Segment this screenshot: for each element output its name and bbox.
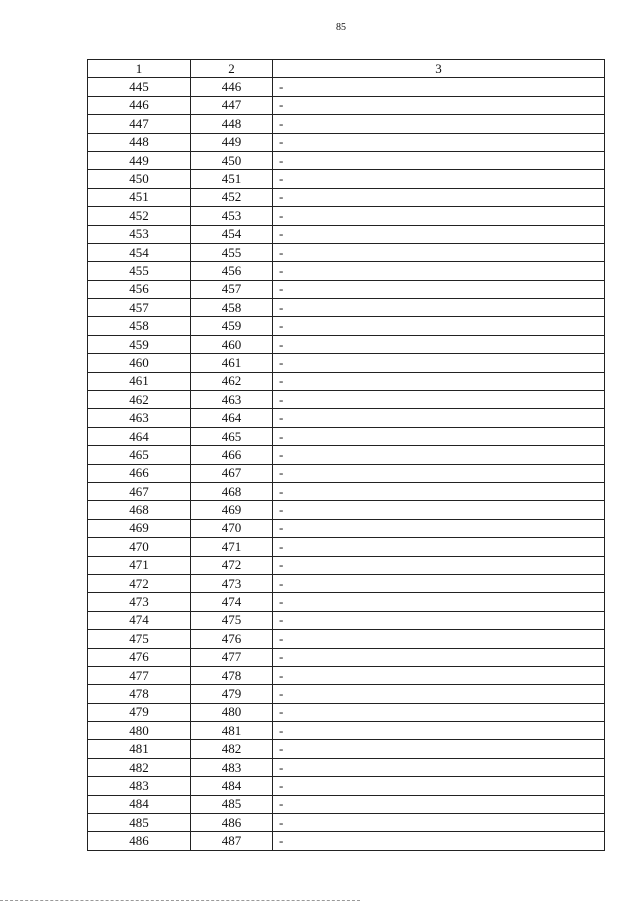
cell-col-1: 461 bbox=[88, 372, 191, 390]
cell-col-1: 464 bbox=[88, 427, 191, 445]
table-row bbox=[88, 170, 605, 188]
cell-col-3: - bbox=[273, 335, 605, 353]
table-row bbox=[88, 317, 605, 335]
cell-col-1: 473 bbox=[88, 593, 191, 611]
cell-col-3: - bbox=[273, 814, 605, 832]
cell-col-1: 471 bbox=[88, 556, 191, 574]
cell-col-1: 482 bbox=[88, 758, 191, 776]
cell-col-3: - bbox=[273, 685, 605, 703]
cell-col-2: 459 bbox=[191, 317, 273, 335]
table-row bbox=[88, 556, 605, 574]
cell-col-3: - bbox=[273, 391, 605, 409]
cell-col-1: 465 bbox=[88, 446, 191, 464]
cell-col-3: - bbox=[273, 280, 605, 298]
cell-col-3: - bbox=[273, 703, 605, 721]
cell-col-2: 449 bbox=[191, 133, 273, 151]
table-row bbox=[88, 354, 605, 372]
cell-col-2: 462 bbox=[191, 372, 273, 390]
cell-col-3: - bbox=[273, 648, 605, 666]
cell-col-1: 474 bbox=[88, 611, 191, 629]
cell-col-3: - bbox=[273, 611, 605, 629]
cell-col-3: - bbox=[273, 501, 605, 519]
cell-col-2: 482 bbox=[191, 740, 273, 758]
cell-col-2: 448 bbox=[191, 115, 273, 133]
cell-col-1: 483 bbox=[88, 777, 191, 795]
cell-col-3: - bbox=[273, 170, 605, 188]
cell-col-2: 468 bbox=[191, 482, 273, 500]
cell-col-3: - bbox=[273, 556, 605, 574]
cell-col-3: - bbox=[273, 574, 605, 592]
cell-col-1: 469 bbox=[88, 519, 191, 537]
cell-col-1: 459 bbox=[88, 335, 191, 353]
cell-col-1: 449 bbox=[88, 151, 191, 169]
column-header-3: 3 bbox=[273, 60, 605, 78]
cell-col-2: 450 bbox=[191, 151, 273, 169]
cell-col-1: 484 bbox=[88, 795, 191, 813]
cell-col-2: 476 bbox=[191, 630, 273, 648]
cell-col-2: 451 bbox=[191, 170, 273, 188]
cell-col-3: - bbox=[273, 538, 605, 556]
table-row bbox=[88, 703, 605, 721]
table-row bbox=[88, 814, 605, 832]
cell-col-1: 462 bbox=[88, 391, 191, 409]
table-header bbox=[88, 60, 605, 78]
table-row bbox=[88, 409, 605, 427]
cell-col-2: 467 bbox=[191, 464, 273, 482]
cell-col-3: - bbox=[273, 317, 605, 335]
table-row bbox=[88, 574, 605, 592]
cell-col-3: - bbox=[273, 354, 605, 372]
cell-col-1: 454 bbox=[88, 243, 191, 261]
cell-col-1: 475 bbox=[88, 630, 191, 648]
cell-col-1: 463 bbox=[88, 409, 191, 427]
cell-col-1: 472 bbox=[88, 574, 191, 592]
table-row bbox=[88, 78, 605, 96]
table-row bbox=[88, 262, 605, 280]
cell-col-3: - bbox=[273, 464, 605, 482]
cell-col-2: 478 bbox=[191, 666, 273, 684]
cell-col-2: 458 bbox=[191, 299, 273, 317]
table-row bbox=[88, 133, 605, 151]
table-row bbox=[88, 280, 605, 298]
cell-col-2: 485 bbox=[191, 795, 273, 813]
cell-col-3: - bbox=[273, 758, 605, 776]
data-table bbox=[87, 59, 605, 851]
table-row bbox=[88, 648, 605, 666]
cell-col-1: 470 bbox=[88, 538, 191, 556]
table-row bbox=[88, 519, 605, 537]
cell-col-2: 460 bbox=[191, 335, 273, 353]
cell-col-3: - bbox=[273, 795, 605, 813]
table-row bbox=[88, 685, 605, 703]
column-header-2: 2 bbox=[191, 60, 273, 78]
cell-col-3: - bbox=[273, 740, 605, 758]
footer-scan-line bbox=[0, 900, 360, 903]
table-row bbox=[88, 501, 605, 519]
cell-col-1: 466 bbox=[88, 464, 191, 482]
cell-col-1: 486 bbox=[88, 832, 191, 850]
cell-col-2: 447 bbox=[191, 96, 273, 114]
table-row bbox=[88, 666, 605, 684]
table-row bbox=[88, 611, 605, 629]
table-row bbox=[88, 446, 605, 464]
table-row bbox=[88, 593, 605, 611]
table-row bbox=[88, 832, 605, 850]
table-row bbox=[88, 225, 605, 243]
cell-col-3: - bbox=[273, 777, 605, 795]
cell-col-1: 456 bbox=[88, 280, 191, 298]
cell-col-3: - bbox=[273, 409, 605, 427]
cell-col-2: 466 bbox=[191, 446, 273, 464]
table-body bbox=[88, 78, 605, 850]
table-row bbox=[88, 740, 605, 758]
cell-col-1: 458 bbox=[88, 317, 191, 335]
cell-col-3: - bbox=[273, 519, 605, 537]
cell-col-2: 479 bbox=[191, 685, 273, 703]
cell-col-2: 453 bbox=[191, 207, 273, 225]
cell-col-2: 483 bbox=[191, 758, 273, 776]
cell-col-1: 477 bbox=[88, 666, 191, 684]
table-row bbox=[88, 115, 605, 133]
header-row bbox=[88, 60, 605, 78]
cell-col-2: 455 bbox=[191, 243, 273, 261]
cell-col-3: - bbox=[273, 151, 605, 169]
cell-col-1: 450 bbox=[88, 170, 191, 188]
cell-col-3: - bbox=[273, 243, 605, 261]
cell-col-3: - bbox=[273, 832, 605, 850]
cell-col-3: - bbox=[273, 262, 605, 280]
cell-col-2: 475 bbox=[191, 611, 273, 629]
cell-col-1: 480 bbox=[88, 722, 191, 740]
table-row bbox=[88, 391, 605, 409]
cell-col-2: 486 bbox=[191, 814, 273, 832]
column-header-1: 1 bbox=[88, 60, 191, 78]
cell-col-3: - bbox=[273, 96, 605, 114]
table-row bbox=[88, 538, 605, 556]
cell-col-1: 457 bbox=[88, 299, 191, 317]
cell-col-1: 455 bbox=[88, 262, 191, 280]
table-row bbox=[88, 207, 605, 225]
table-row bbox=[88, 427, 605, 445]
cell-col-1: 481 bbox=[88, 740, 191, 758]
cell-col-2: 452 bbox=[191, 188, 273, 206]
cell-col-1: 452 bbox=[88, 207, 191, 225]
table-row bbox=[88, 188, 605, 206]
cell-col-2: 471 bbox=[191, 538, 273, 556]
cell-col-2: 457 bbox=[191, 280, 273, 298]
table-row bbox=[88, 630, 605, 648]
cell-col-1: 485 bbox=[88, 814, 191, 832]
cell-col-2: 480 bbox=[191, 703, 273, 721]
cell-col-3: - bbox=[273, 427, 605, 445]
cell-col-3: - bbox=[273, 593, 605, 611]
cell-col-2: 454 bbox=[191, 225, 273, 243]
cell-col-2: 465 bbox=[191, 427, 273, 445]
table-row bbox=[88, 795, 605, 813]
cell-col-1: 467 bbox=[88, 482, 191, 500]
cell-col-1: 479 bbox=[88, 703, 191, 721]
table-row bbox=[88, 464, 605, 482]
cell-col-3: - bbox=[273, 188, 605, 206]
cell-col-3: - bbox=[273, 482, 605, 500]
cell-col-3: - bbox=[273, 666, 605, 684]
cell-col-1: 478 bbox=[88, 685, 191, 703]
cell-col-2: 470 bbox=[191, 519, 273, 537]
table-row bbox=[88, 482, 605, 500]
cell-col-1: 445 bbox=[88, 78, 191, 96]
cell-col-1: 468 bbox=[88, 501, 191, 519]
cell-col-2: 474 bbox=[191, 593, 273, 611]
cell-col-2: 477 bbox=[191, 648, 273, 666]
cell-col-2: 481 bbox=[191, 722, 273, 740]
cell-col-3: - bbox=[273, 225, 605, 243]
table-row bbox=[88, 96, 605, 114]
cell-col-1: 447 bbox=[88, 115, 191, 133]
cell-col-3: - bbox=[273, 78, 605, 96]
table-row bbox=[88, 243, 605, 261]
table-row bbox=[88, 299, 605, 317]
table-row bbox=[88, 777, 605, 795]
cell-col-1: 448 bbox=[88, 133, 191, 151]
cell-col-3: - bbox=[273, 446, 605, 464]
table-row bbox=[88, 335, 605, 353]
cell-col-3: - bbox=[273, 299, 605, 317]
cell-col-2: 469 bbox=[191, 501, 273, 519]
cell-col-2: 473 bbox=[191, 574, 273, 592]
cell-col-2: 464 bbox=[191, 409, 273, 427]
cell-col-1: 446 bbox=[88, 96, 191, 114]
page-number: 85 bbox=[336, 22, 346, 33]
cell-col-2: 472 bbox=[191, 556, 273, 574]
cell-col-3: - bbox=[273, 630, 605, 648]
cell-col-3: - bbox=[273, 372, 605, 390]
cell-col-3: - bbox=[273, 133, 605, 151]
cell-col-2: 463 bbox=[191, 391, 273, 409]
cell-col-3: - bbox=[273, 115, 605, 133]
cell-col-2: 484 bbox=[191, 777, 273, 795]
cell-col-2: 446 bbox=[191, 78, 273, 96]
cell-col-3: - bbox=[273, 207, 605, 225]
cell-col-1: 460 bbox=[88, 354, 191, 372]
cell-col-3: - bbox=[273, 722, 605, 740]
cell-col-1: 451 bbox=[88, 188, 191, 206]
cell-col-1: 476 bbox=[88, 648, 191, 666]
cell-col-2: 461 bbox=[191, 354, 273, 372]
table-row bbox=[88, 722, 605, 740]
cell-col-1: 453 bbox=[88, 225, 191, 243]
table-row bbox=[88, 151, 605, 169]
table-row bbox=[88, 758, 605, 776]
cell-col-2: 456 bbox=[191, 262, 273, 280]
cell-col-2: 487 bbox=[191, 832, 273, 850]
table-row bbox=[88, 372, 605, 390]
